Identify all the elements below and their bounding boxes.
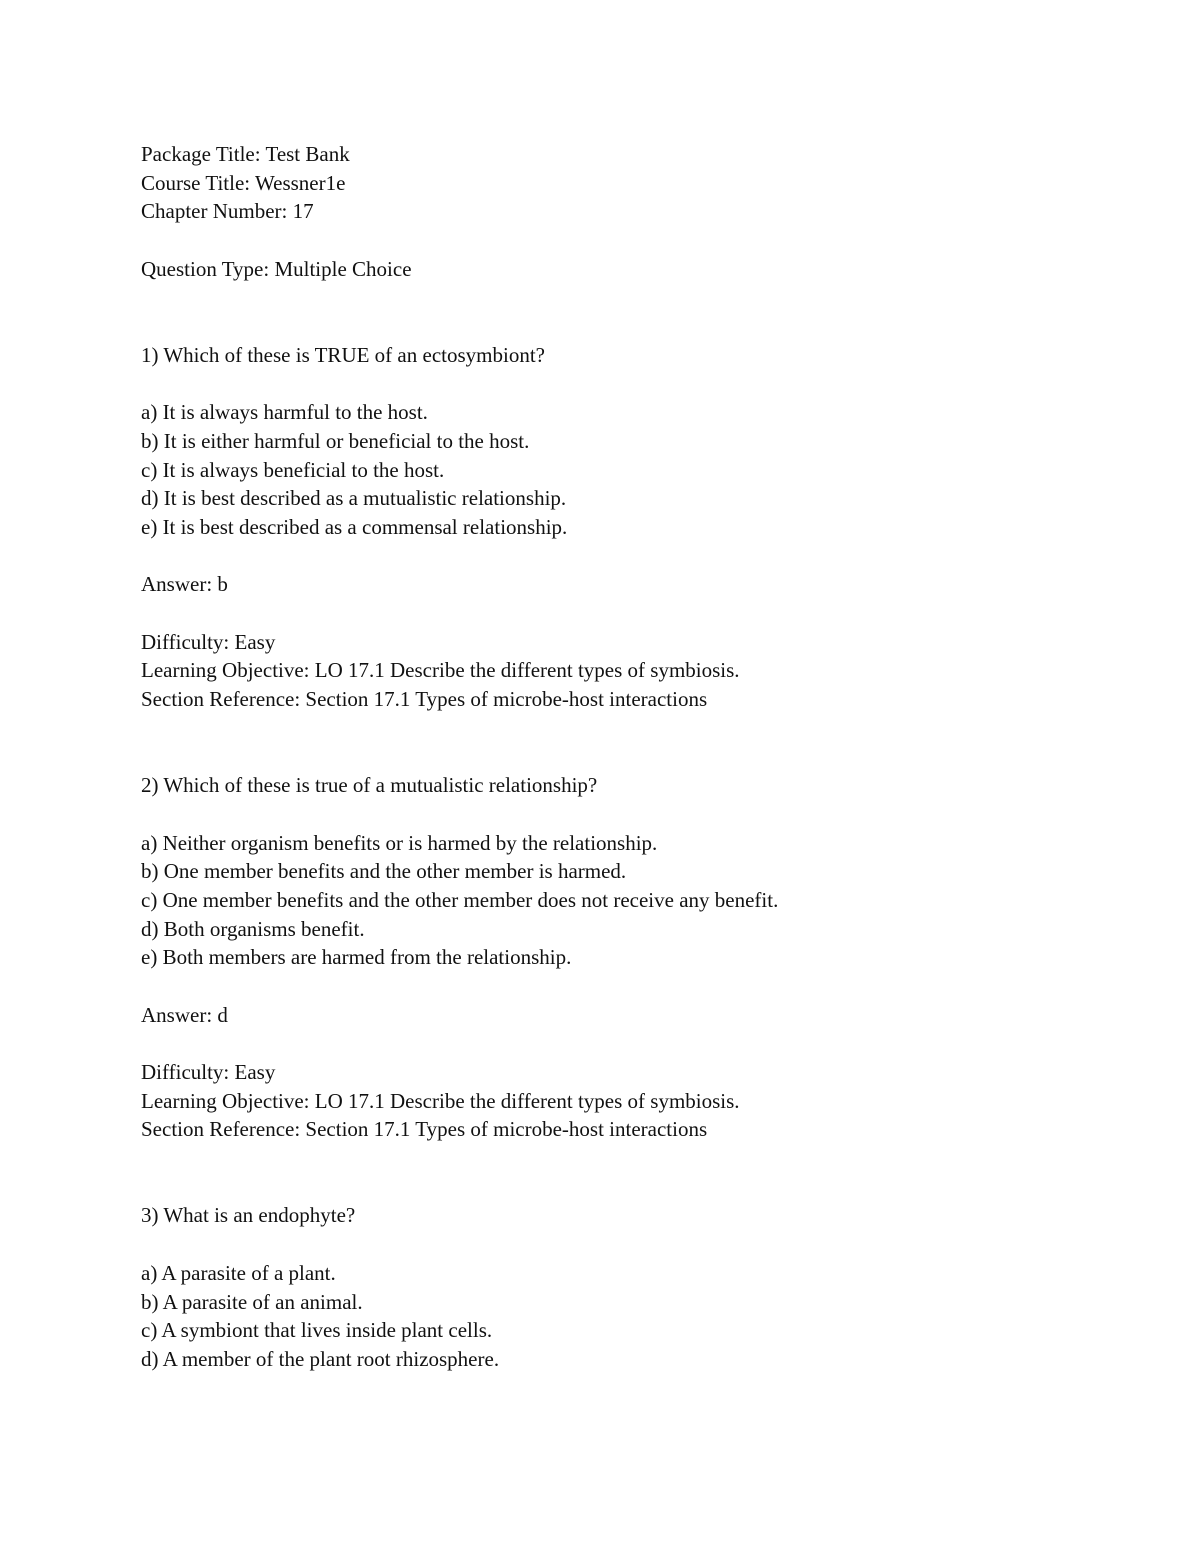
spacer <box>141 542 1141 571</box>
spacer <box>141 283 1141 340</box>
option-c: c) A symbiont that lives inside plant cells. <box>141 1318 493 1343</box>
spacer <box>141 370 1141 399</box>
document-page <box>141 140 1141 1374</box>
spacer <box>141 714 1141 771</box>
difficulty: Difficulty: Easy <box>141 1060 276 1085</box>
option-a: a) It is always harmful to the host. <box>141 400 428 425</box>
question-1 <box>141 341 1141 714</box>
answer: Answer: b <box>141 572 228 597</box>
section-reference: Section Reference: Section 17.1 Types of microbe-host interactions <box>141 1117 708 1142</box>
option-b: b) A parasite of an animal. <box>141 1289 363 1314</box>
spacer <box>141 972 1141 1001</box>
question-prompt: 2) Which of these is true of a mutualistic relationship? <box>141 773 598 798</box>
spacer <box>141 1230 1141 1259</box>
package-title: Package Title: Test Bank <box>141 142 350 166</box>
option-d: d) A member of the plant root rhizosphere. <box>141 1346 500 1371</box>
option-b: b) One member benefits and the other member is harmed. <box>141 859 627 884</box>
spacer <box>141 226 1141 255</box>
option-e: e) Both members are harmed from the relationship. <box>141 945 572 970</box>
question-prompt: 3) What is an endophyte? <box>141 1203 356 1228</box>
document-header <box>141 140 1141 226</box>
option-a: a) A parasite of a plant. <box>141 1260 336 1285</box>
option-b: b) It is either harmful or beneficial to the host. <box>141 428 530 453</box>
spacer <box>141 1144 1141 1201</box>
chapter-number: Chapter Number: 17 <box>141 199 314 224</box>
spacer <box>141 1029 1141 1058</box>
spacer <box>141 599 1141 628</box>
learning-objective: Learning Objective: LO 17.1 Describe the different types of symbiosis. <box>141 1088 740 1113</box>
question-type: Question Type: Multiple Choice <box>141 256 412 281</box>
option-e: e) It is best described as a commensal relationship. <box>141 514 568 539</box>
option-c: c) One member benefits and the other member does not receive any benefit. <box>141 887 779 912</box>
section-reference: Section Reference: Section 17.1 Types of microbe-host interactions <box>141 687 708 712</box>
option-d: d) Both organisms benefit. <box>141 916 365 941</box>
question-2 <box>141 771 1141 1144</box>
question-3 <box>141 1201 1141 1373</box>
option-a: a) Neither organism benefits or is harmed by the relationship. <box>141 830 658 855</box>
course-title: Course Title: Wessner1e <box>141 170 346 195</box>
option-c: c) It is always beneficial to the host. <box>141 457 445 482</box>
answer: Answer: d <box>141 1002 228 1027</box>
option-d: d) It is best described as a mutualistic relationship. <box>141 486 567 511</box>
question-prompt: 1) Which of these is TRUE of an ectosymbiont? <box>141 342 545 367</box>
learning-objective: Learning Objective: LO 17.1 Describe the different types of symbiosis. <box>141 658 740 683</box>
difficulty: Difficulty: Easy <box>141 629 276 654</box>
spacer <box>141 800 1141 829</box>
